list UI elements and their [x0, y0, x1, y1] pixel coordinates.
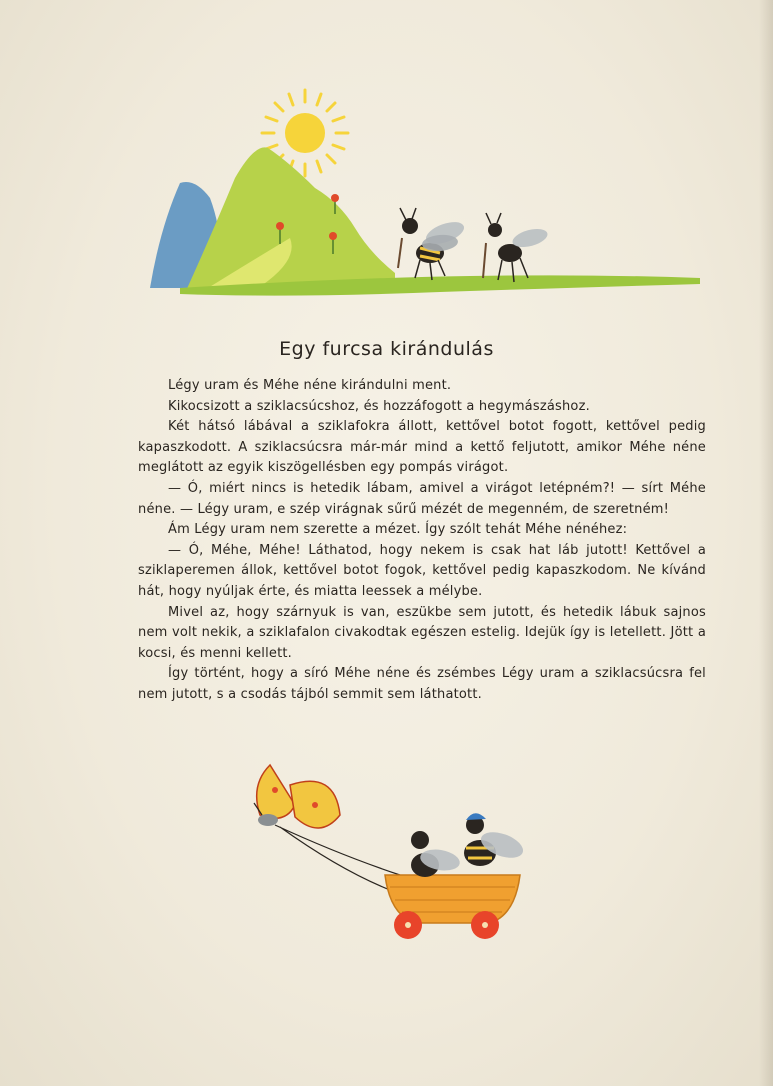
paragraph: Kikocsizott a sziklacsúcshoz, és hozzáfogott a hegymászáshoz. — [168, 398, 590, 414]
paragraph: Mivel az, hogy szárnyuk is van, eszükbe sem jutott, és hetedik lábuk sajnos nem volt nekik, a sziklafalon civakodtak egészen estelig. Idejük így is letellett. Jött a kocsi, és menni kellett. — [138, 604, 706, 661]
story-text — [138, 376, 706, 706]
bee-rider-icon — [464, 813, 526, 866]
paragraph: — Ó, Méhe, Méhe! Láthatod, hogy nekem is csak hat láb jutott! Kettővel a sziklaperemen állok, kettővel botot fogok, kettővel pedig kapaszkodom. Ne kívánd hát, hogy nyúljak érte, és miatta leessek a mélybe. — [138, 542, 706, 599]
page-edge-shadow — [759, 0, 773, 1086]
fly-rider-icon — [411, 831, 461, 877]
paragraph: — Ó, miért nincs is hetedik lábam, amivel a virágot letépném?! — sírt Méhe néne. — Légy uram, e szép virágnak sűrű mézét de megenném, de szeretném! — [138, 480, 706, 517]
mountain-hike-illustration — [140, 88, 710, 308]
fly-hiker-icon — [483, 213, 549, 282]
paragraph: Két hátsó lábával a sziklafokra állott, kettővel botot fogott, kettővel pedig kapaszkodott. A sziklacsúcsra már-már mind a kettő feljutott, amikor Méhe néne meglátott az egyik kiszögellésben egy pompás virágot. — [138, 419, 706, 476]
paragraph: Így történt, hogy a síró Méhe néne és zsémbes Légy uram a sziklacsúcsra fel nem jutott, s a csodás tájból semmit sem láthatott. — [138, 666, 706, 702]
bee-hiker-icon — [398, 208, 467, 280]
basket-cart-icon — [385, 875, 520, 939]
paragraph: Légy uram és Méhe néne kirándulni ment. — [168, 378, 452, 393]
butterfly-icon — [254, 765, 340, 828]
paragraph: Ám Légy uram nem szerette a mézet. Így szólt tehát Méhe nénéhez: — [168, 522, 628, 538]
story-title: Egy furcsa kirándulás — [279, 338, 494, 360]
butterfly-cart-illustration — [240, 745, 540, 945]
